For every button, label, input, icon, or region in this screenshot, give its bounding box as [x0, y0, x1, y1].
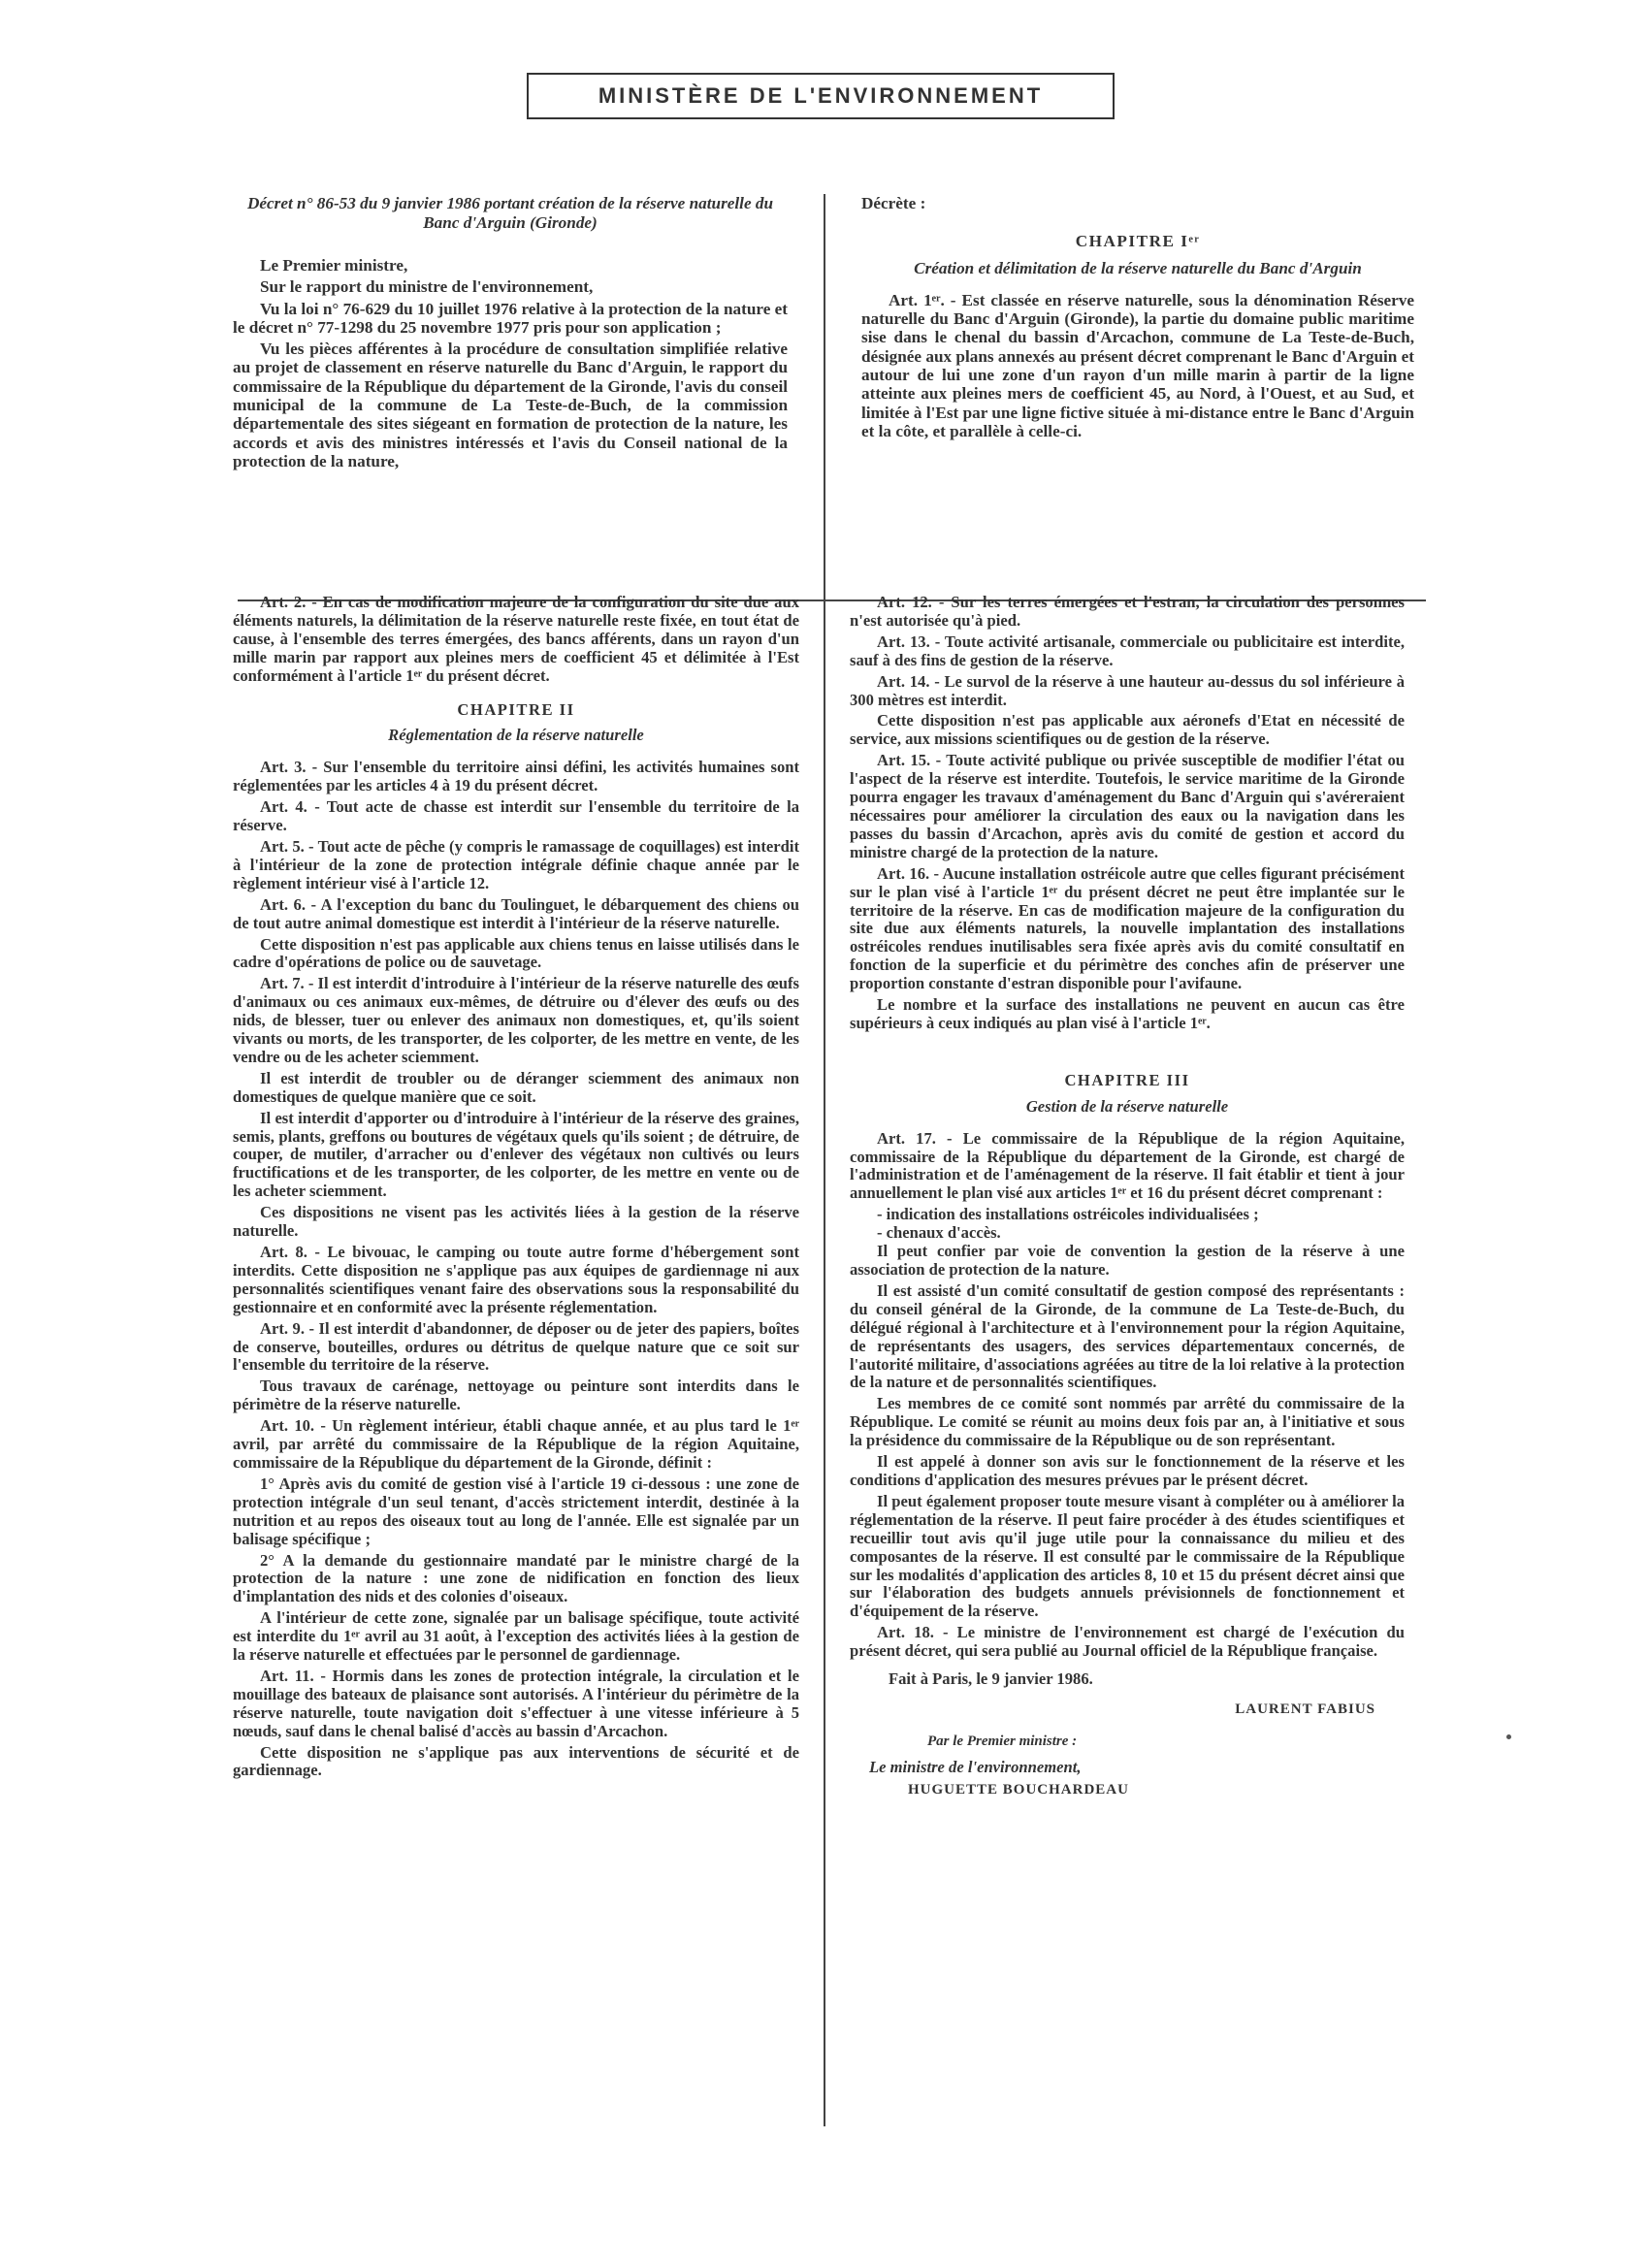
article-paragraph: 1° Après avis du comité de gestion visé à l'article 19 ci-dessous : une zone de protection intégrale d'un seul tenant, d'accès strictement interdit, destinée à la nutrition et au repos des oiseaux tout au long de l'année. Elle est signalée par un balisage spécifique ; — [233, 1474, 799, 1548]
article-paragraph: Il est interdit de troubler ou de déranger sciemment des animaux non domestiques de quelque manière que ce soit. — [233, 1068, 799, 1106]
chapter-title: CHAPITRE III — [1064, 1070, 1190, 1089]
chapter-title: CHAPITRE II — [457, 699, 575, 719]
decrete-label: Décrète : — [861, 194, 926, 212]
list-item: - chenaux d'accès. — [877, 1223, 1001, 1243]
article-paragraph: 2° A la demande du gestionnaire mandaté par le ministre chargé de la protection de la nature : une zone de nidification en fonction des lieux d'implantation des nids et des colonies d'oiseaux. — [233, 1550, 799, 1606]
preamble-paragraph: Le Premier ministre, — [260, 256, 408, 275]
article-paragraph: Tous travaux de carénage, nettoyage ou peinture sont interdits dans le périmètre de la réserve naturelle. — [233, 1377, 799, 1414]
chapter-subtitle: Création et délimitation de la réserve naturelle du Banc d'Arguin — [914, 258, 1362, 277]
ministry-title: MINISTÈRE DE L'ENVIRONNEMENT — [598, 83, 1044, 108]
list-item: - indication des installations ostréicoles individualisées ; — [877, 1205, 1259, 1224]
minister-title: Le ministre de l'environnement, — [869, 1757, 1082, 1776]
column-divider-bottom — [824, 601, 825, 2126]
article-paragraph: Art. 4. - Tout acte de chasse est interdit sur l'ensemble du territoire de la réserve. — [233, 797, 799, 835]
article-paragraph: Ces dispositions ne visent pas les activités liées à la gestion de la réserve naturelle. — [233, 1203, 799, 1241]
article-paragraph: Art. 17. - Le commissaire de la République de la région Aquitaine, commissaire de la République du département de la Gironde, est chargé de l'administration et de l'aménagement de la réserve. Il fait établir et tient à jour annuellement le plan visé aux articles 1ᵉʳ et 16 du présent décret comprenant : — [850, 1128, 1405, 1203]
signing-place-date: Fait à Paris, le 9 janvier 1986. — [889, 1669, 1093, 1689]
article-paragraph: Il est assisté d'un comité consultatif de gestion composé des représentants : du conseil général de la Gironde, de la commune de La Teste-de-Buch, du délégué régional à l'architecture et à l'environnement pour la région Aquitaine, de représentants des usagers, des services départementaux concernés, de l'autorité militaire, d'associations agréées au titre de la loi relative à la protection de la nature et de personnalités scientifiques. — [850, 1280, 1405, 1392]
preamble-paragraph: Vu les pièces afférentes à la procédure de consultation simplifiée relative au projet de classement en réserve naturelle du Banc d'Arguin, le rapport du commissaire de la République du département de la Gironde, l'avis du conseil municipal de la commune de La Teste-de-Buch, de la commission départementale des sites siégeant en formation de protection de la nature, les accords et avis des ministres intéressés et l'avis du Conseil national de la protection de la nature, — [233, 340, 788, 470]
article-paragraph: Cette disposition ne s'applique pas aux interventions de sécurité et de gardiennage. — [233, 1742, 799, 1780]
article-paragraph: Art. 14. - Le survol de la réserve à une hauteur au-dessus du sol inférieure à 300 mètres est interdit. — [850, 671, 1405, 709]
article-paragraph: Art. 13. - Toute activité artisanale, commerciale ou publicitaire est interdite, sauf à des fins de gestion de la réserve. — [850, 632, 1405, 669]
article-paragraph: Art. 7. - Il est interdit d'introduire à l'intérieur de la réserve naturelle des œufs d'animaux ou ces animaux eux-mêmes, de détruire ou d'élever des œufs ou des nids, de blesser, tuer ou enlever des animaux non domestiques, et, qu'ils soient vivants ou morts, de les transporter, de les colporter, de les mettre en vente, de les vendre ou de les acheter sciemment. — [233, 974, 799, 1066]
column-divider-top — [824, 194, 825, 599]
article-paragraph: Art. 3. - Sur l'ensemble du territoire ainsi défini, les activités humaines sont réglementées par les articles 4 à 19 du présent décret. — [233, 758, 799, 795]
article-paragraph: Il peut confier par voie de convention la gestion de la réserve à une association de protection de la nature. — [850, 1242, 1405, 1279]
article-paragraph: Il est interdit d'apporter ou d'introduire à l'intérieur de la réserve des graines, semis, plants, greffons ou boutures de végétaux quels qu'ils soient ; de détruire, de couper, de mutiler, d'arracher ou d'enlever des végétaux non cultivés ou leurs fructifications et de les transporter, de les colporter, de les mettre en vente ou de les acheter sciemment. — [233, 1108, 799, 1201]
article-paragraph: Art. 9. - Il est interdit d'abandonner, de déposer ou de jeter des papiers, boîtes de conserve, bouteilles, ordures ou détritus de quelque nature que ce soit sur l'ensemble du territoire de la réserve. — [233, 1318, 799, 1375]
article-paragraph: Art. 18. - Le ministre de l'environnement est chargé de l'exécution du présent décret, qui sera publié au Journal officiel de la République française. — [850, 1623, 1405, 1661]
preamble-paragraph: Sur le rapport du ministre de l'environnement, — [260, 277, 594, 297]
preamble-column — [233, 194, 788, 473]
article-paragraph: Art. 15. - Toute activité publique ou privée susceptible de modifier l'état ou l'aspect de la réserve est interdite. Toutefois, le service maritime de la Gironde pourra engager les travaux d'aménagement du Banc d'Arguin qui s'avéreraient nécessaires pour améliorer la circulation des eaux ou la navigation dans les passes du bassin d'Arcachon, après avis du comité de gestion et accord du ministre chargé de la protection de la nature. — [850, 751, 1405, 861]
prime-minister-signature: LAURENT FABIUS — [1235, 1701, 1375, 1717]
article-paragraph: Art. 5. - Tout acte de pêche (y compris le ramassage de coquillages) est interdit à l'intérieur de la zone de protection intégrale définie chaque année par le règlement intérieur visé à l'article 12. — [233, 836, 799, 892]
preamble-paragraph: Vu la loi n° 76-629 du 10 juillet 1976 relative à la protection de la nature et le décret n° 77-1298 du 25 novembre 1977 pris pour son application ; — [233, 299, 788, 337]
article-paragraph: Art. 1ᵉʳ. - Est classée en réserve naturelle, sous la dénomination Réserve naturelle du Banc d'Arguin (Gironde), la partie du domaine public maritime sise dans le chenal du bassin d'Arcachon, commune de La Teste-de-Buch, désignée aux plans annexés au présent décret comprenant le Banc d'Arguin et autour de lui une zone d'un rayon d'un mille marin à partir de la ligne atteinte aux pleines mers de coefficient 45, au Nord, à l'Ouest, et au Sud, et limitée à l'Est par une ligne fictive située à mi-distance entre le Banc d'Arguin et la côte, et parallèle à celle-ci. — [861, 290, 1414, 440]
article-paragraph: Il peut également proposer toute mesure visant à compléter ou à améliorer la réglementation de la réserve. Il peut faire procéder à des études scientifiques et recueillir tout avis qu'il juge utile pour la connaissance du milieu et des composantes de la réserve. Il est consulté par le commissaire de la République sur les modalités d'application des articles 8, 10 et 15 du présent décret ainsi que sur l'élaboration des budgets annuels prévisionnels de fonctionnement et d'équipement de la réserve. — [850, 1491, 1405, 1621]
ministry-header — [527, 73, 1115, 119]
left-articles-column — [233, 594, 799, 1783]
article-paragraph: Art. 12. - Sur les terres émergées et l'estran, la circulation des personnes n'est autorisée qu'à pied. — [850, 593, 1405, 630]
article-paragraph: Le nombre et la surface des installations ne peuvent en aucun cas être supérieurs à ceux indiqués au plan visé à l'article 1ᵉʳ. — [850, 995, 1405, 1032]
chapter-one-column — [861, 194, 1414, 443]
article-paragraph: Cette disposition n'est pas applicable aux aéronefs d'Etat en nécessité de service, aux missions scientifiques ou de gestion de la réserve. — [850, 711, 1405, 749]
chapter-subtitle: Réglementation de la réserve naturelle — [388, 726, 644, 745]
scan-speck — [1506, 1734, 1511, 1739]
decree-title: Décret n° 86-53 du 9 janvier 1986 portant création de la réserve naturelle du Banc d'Arguin (Gironde) — [246, 194, 774, 232]
article-paragraph: Il est appelé à donner son avis sur le fonctionnement de la réserve et les conditions d'application des mesures prévues par le présent décret. — [850, 1452, 1405, 1489]
article-paragraph: Art. 10. - Un règlement intérieur, établi chaque année, et au plus tard le 1ᵉʳ avril, par arrêté du commissaire de la République de la région Aquitaine, commissaire de la République du département de la Gironde, définit : — [233, 1416, 799, 1472]
article-paragraph: Art. 16. - Aucune installation ostréicole autre que celles figurant précisément sur le plan visé à l'article 1ᵉʳ du présent décret ne peut être implantée sur le territoire de la réserve. En cas de modification majeure de la configuration du site due aux éléments naturels, la nouvelle implantation des installations ostréicoles rendues inutilisables sera fixée après avis du comité consultatif en fonction de la superficie et du périmètre des conches afin de préserver une proportion constante d'estran disponible pour l'avifaune. — [850, 863, 1405, 993]
chapter-title: CHAPITRE Iᵉʳ — [1075, 232, 1201, 251]
article-paragraph: Art. 8. - Le bivouac, le camping ou toute autre forme d'hébergement sont interdits. Cette disposition ne s'applique pas aux équipes de gardiennage ni aux personnalités scientifiques venant faire des observations sous la responsabilité du gestionnaire et en conformité avec la présente réglementation. — [233, 1243, 799, 1316]
article-paragraph: Art. 2. - En cas de modification majeure de la configuration du site due aux éléments naturels, la délimitation de la réserve naturelle reste fixée, en tout état de cause, à l'ensemble des terres émergées, des bancs afférents, dans un rayon d'un mille marin par rapport aux pleines mers de coefficient 45 et délimitée à l'Est conformément à l'article 1ᵉʳ du présent décret. — [233, 593, 799, 685]
article-paragraph: A l'intérieur de cette zone, signalée par un balisage spécifique, toute activité est interdite du 1ᵉʳ avril au 31 août, à l'exception des activités liées à la gestion de la réserve naturelle et effectuées par le personnel de gardiennage. — [233, 1608, 799, 1665]
countersign-label: Par le Premier ministre : — [927, 1733, 1078, 1749]
article-paragraph: Art. 6. - A l'exception du banc du Toulinguet, le débarquement des chiens ou de tout autre animal domestique est interdit à l'intérieur de la réserve naturelle. — [233, 894, 799, 932]
article-paragraph: Les membres de ce comité sont nommés par arrêté du commissaire de la République. Le comité se réunit au moins deux fois par an, à l'initiative et sous la présidence du commissaire de la République ou de son représentant. — [850, 1394, 1405, 1450]
article-paragraph: Art. 11. - Hormis dans les zones de protection intégrale, la circulation et le mouillage des bateaux de plaisance sont autorisés. A l'intérieur du périmètre de la réserve naturelle, toute navigation doit s'effectuer à une vitesse inférieure à 5 nœuds, sauf dans le chenal balisé d'accès au bassin d'Arcachon. — [233, 1666, 799, 1740]
minister-name: HUGUETTE BOUCHARDEAU — [908, 1781, 1129, 1798]
right-articles-column — [850, 594, 1405, 1802]
chapter-subtitle: Gestion de la réserve naturelle — [1025, 1096, 1229, 1116]
article-paragraph: Cette disposition n'est pas applicable aux chiens tenus en laisse utilisés dans le cadre d'opérations de police ou de sauvetage. — [233, 934, 799, 972]
